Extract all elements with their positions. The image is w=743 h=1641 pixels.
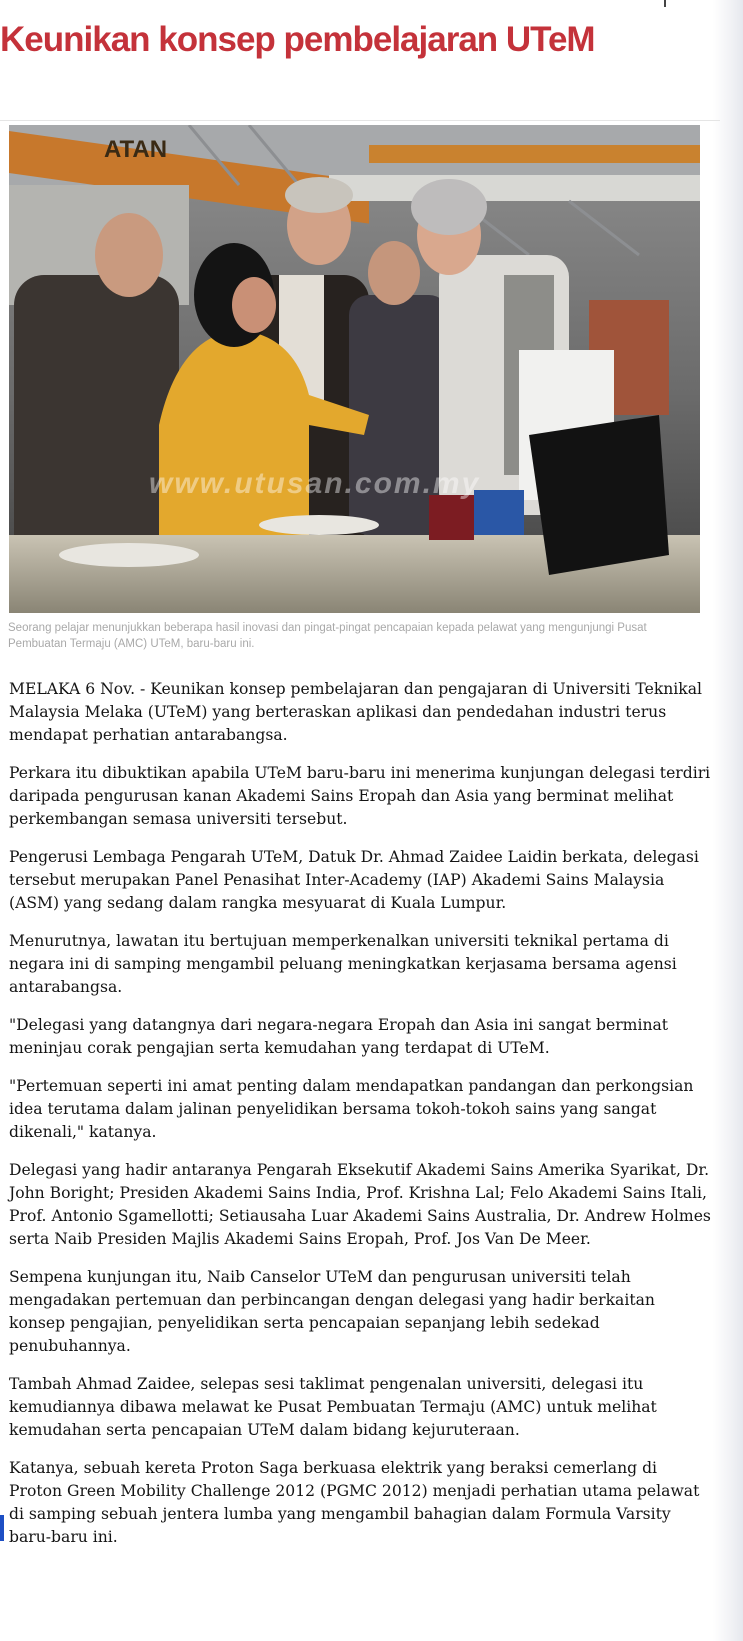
paragraph: Menurutnya, lawatan itu bertujuan memperkenalkan universiti teknikal pertama di negara ini di samping mengambil peluang meningkatkan kerjasama bersama agensi antarabangsa. (9, 932, 677, 996)
highlighter-margin-mark (0, 1515, 4, 1541)
article-body (9, 678, 714, 1564)
photo-caption: Seorang pelajar menunjukkan beberapa hasil inovasi dan pingat-pingat pencapaian kepada pelawat yang mengunjungi Pusat Pembuatan Termaju (AMC) UTeM, baru-baru ini. (8, 622, 647, 650)
medal-box-blue (474, 490, 524, 535)
paragraph: Katanya, sebuah kereta Proton Saga berkuasa elektrik yang beraksi cemerlang di Proton Green Mobility Challenge 2012 (PGMC 2012) menjadi perhatian utama pelawat di samping sebuah jentera lumba yang mengambil bahagian dalam Formula Varsity baru-baru ini. (9, 1459, 700, 1546)
paragraph: MELAKA 6 Nov. - Keunikan konsep pembelajaran dan pengajaran di Universiti Teknikal Malaysia Melaka (UTeM) yang berteraskan aplikasi dan pendedahan industri terus mendapat perhatian antarabangsa. (9, 680, 703, 744)
orange-side-beam (369, 145, 700, 163)
paragraph: Tambah Ahmad Zaidee, selepas sesi taklimat pengenalan universiti, delegasi itu kemudiannya dibawa melawat ke Pusat Pembuatan Termaju (AMC) untuk melihat kemudahan serta pencapaian UTeM dalam bidang kejuruteraan. (9, 1375, 657, 1439)
scan-edge-shadow (713, 0, 743, 1641)
article-headline: Keunikan konsep pembelajaran UTeM (0, 20, 595, 59)
news-photo (9, 125, 700, 613)
white-girder (329, 175, 700, 201)
paragraph: Perkara itu dibuktikan apabila UTeM baru-baru ini menerima kunjungan delegasi terdiri daripada pengurusan kanan Akademi Sains Eropah dan Asia yang berminat melihat perkembangan semasa universiti tersebut. (9, 764, 711, 828)
medal-box-red (429, 495, 474, 540)
paragraph: "Pertemuan seperti ini amat penting dalam mendapatkan pandangan dan perkongsian idea terutama dalam jalinan penyelidikan bersama tokoh-tokoh sains yang sangat dikenali," katanya. (9, 1077, 694, 1141)
headline-divider (0, 120, 720, 121)
laptop-display (529, 415, 669, 575)
paragraph: Sempena kunjungan itu, Naib Canselor UTeM dan pengurusan universiti telah mengadakan pertemuan dan perbincangan dengan delegasi yang hadir berkaitan konsep pengajian, penyelidikan serta pencapaian sepanjang lebih sedekad penubuhannya. (9, 1268, 655, 1355)
photo-watermark: www.utusan.com.my (149, 467, 481, 500)
paragraph: "Delegasi yang datangnya dari negara-negara Eropah dan Asia ini sangat berminat meninjau corak pengajian serta kemudahan yang terdapat di UTeM. (9, 1016, 669, 1057)
paragraph: Delegasi yang hadir antaranya Pengarah Eksekutif Akademi Sains Amerika Syarikat, Dr. John Boright; Presiden Akademi Sains India, Prof. Krishna Lal; Felo Akademi Sains Itali, Prof. Antonio Sgamellotti; Setiausaha Luar Akademi Sains Australia, Dr. Andrew Holmes serta Naib Presiden Majlis Akademi Sains Eropah, Prof. Jos Van De Meer. (9, 1161, 711, 1248)
scan-corner-mark (664, 0, 666, 7)
crane-banner-text: ATAN (104, 136, 168, 163)
paragraph: Pengerusi Lembaga Pengarah UTeM, Datuk Dr. Ahmad Zaidee Laidin berkata, delegasi tersebut merupakan Panel Penasihat Inter-Academy (IAP) Akademi Sains Malaysia (ASM) yang sedang dalam rangka mesyuarat di Kuala Lumpur. (9, 848, 699, 912)
